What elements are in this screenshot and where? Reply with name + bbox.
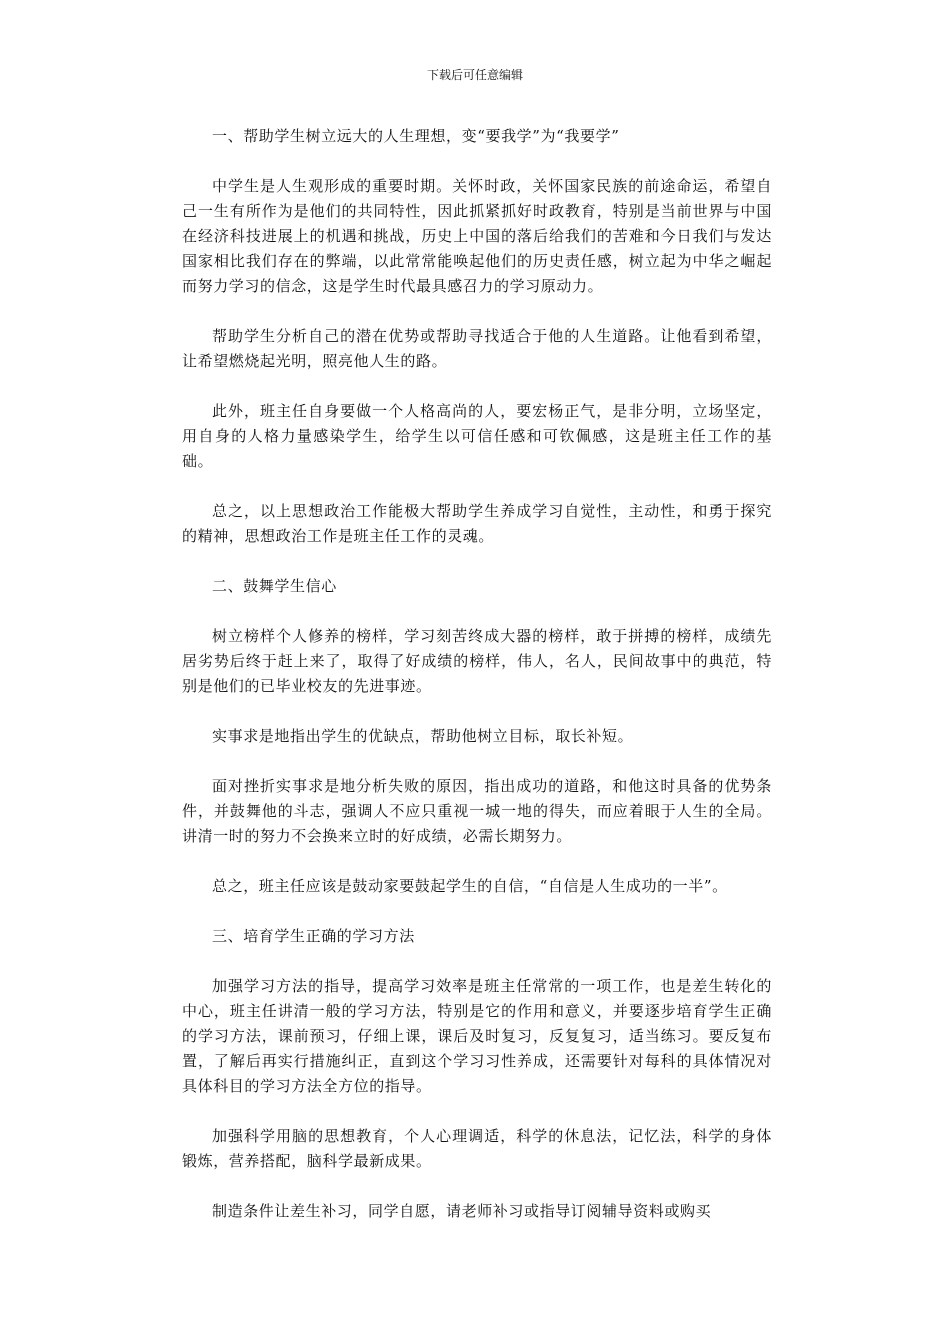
paragraph: 总之，班主任应该是鼓动家要鼓起学生的自信，“自信是人生成功的一半”。 bbox=[212, 877, 728, 895]
paragraph: 此外，班主任自身要做一个人格高尚的人，要宏杨正气，是非分明，立场坚定，用自身的人格力量感染学生，给学生以可信任感和可钦佩感，这是班主任工作的基础。 bbox=[182, 402, 772, 470]
paragraph: 加强科学用脑的思想教育，个人心理调适，科学的休息法，记忆法，科学的身体锻炼，营养搭配，脑科学最新成果。 bbox=[182, 1127, 772, 1170]
paragraph: 实事求是地指出学生的优缺点，帮助他树立目标，取长补短。 bbox=[212, 727, 634, 745]
paragraph: 帮助学生分析自己的潜在优势或帮助寻找适合于他的人生道路。让他看到希望，让希望燃烧起光明，照亮他人生的路。 bbox=[182, 327, 772, 370]
section-heading-2: 二、鼓舞学生信心 bbox=[212, 577, 337, 595]
header-note: 下载后可任意编辑 bbox=[426, 68, 523, 82]
paragraph: 制造条件让差生补习，同学自愿，请老师补习或指导订阅辅导资料或购买 bbox=[212, 1202, 712, 1220]
paragraph: 加强学习方法的指导，提高学习效率是班主任常常的一项工作，也是差生转化的中心，班主任讲清一般的学习方法，特别是它的作用和意义，并要逐步培育学生正确的学习方法，课前预习，仔细上课，课后及时复习，反复复习，适当练习。要反复布置，了解后再实行措施纠正，直到这个学习习性养成，还需要针对每科的具体情况对具体科目的学习方法全方位的指导。 bbox=[182, 977, 772, 1095]
paragraph: 面对挫折实事求是地分析失败的原因，指出成功的道路，和他这时具备的优势条件，并鼓舞他的斗志，强调人不应只重视一城一地的得失，而应着眼于人生的全局。讲清一时的努力不会换来立时的好成绩，必需长期努力。 bbox=[182, 777, 772, 845]
paragraph: 总之，以上思想政治工作能极大帮助学生养成学习自觉性，主动性，和勇于探究的精神，思想政治工作是班主任工作的灵魂。 bbox=[182, 502, 772, 545]
section-heading-3: 三、培育学生正确的学习方法 bbox=[212, 927, 415, 945]
section-heading-1: 一、帮助学生树立远大的人生理想，变“要我学”为“我要学” bbox=[212, 127, 620, 145]
document-body bbox=[182, 124, 772, 1224]
paragraph: 树立榜样个人修养的榜样，学习刻苦终成大器的榜样，敢于拼搏的榜样，成绩先居劣势后终于赶上来了，取得了好成绩的榜样，伟人，名人，民间故事中的典范，特别是他们的已毕业校友的先进事迹。 bbox=[182, 627, 772, 695]
paragraph: 中学生是人生观形成的重要时期。关怀时政，关怀国家民族的前途命运，希望自己一生有所作为是他们的共同特性，因此抓紧抓好时政教育，特别是当前世界与中国在经济科技进展上的机遇和挑战，历史上中国的落后给我们的苦难和今日我们与发达国家相比我们存在的弊端，以此常常能唤起他们的历史责任感，树立起为中华之崛起而努力学习的信念，这是学生时代最具感召力的学习原动力。 bbox=[182, 177, 772, 295]
